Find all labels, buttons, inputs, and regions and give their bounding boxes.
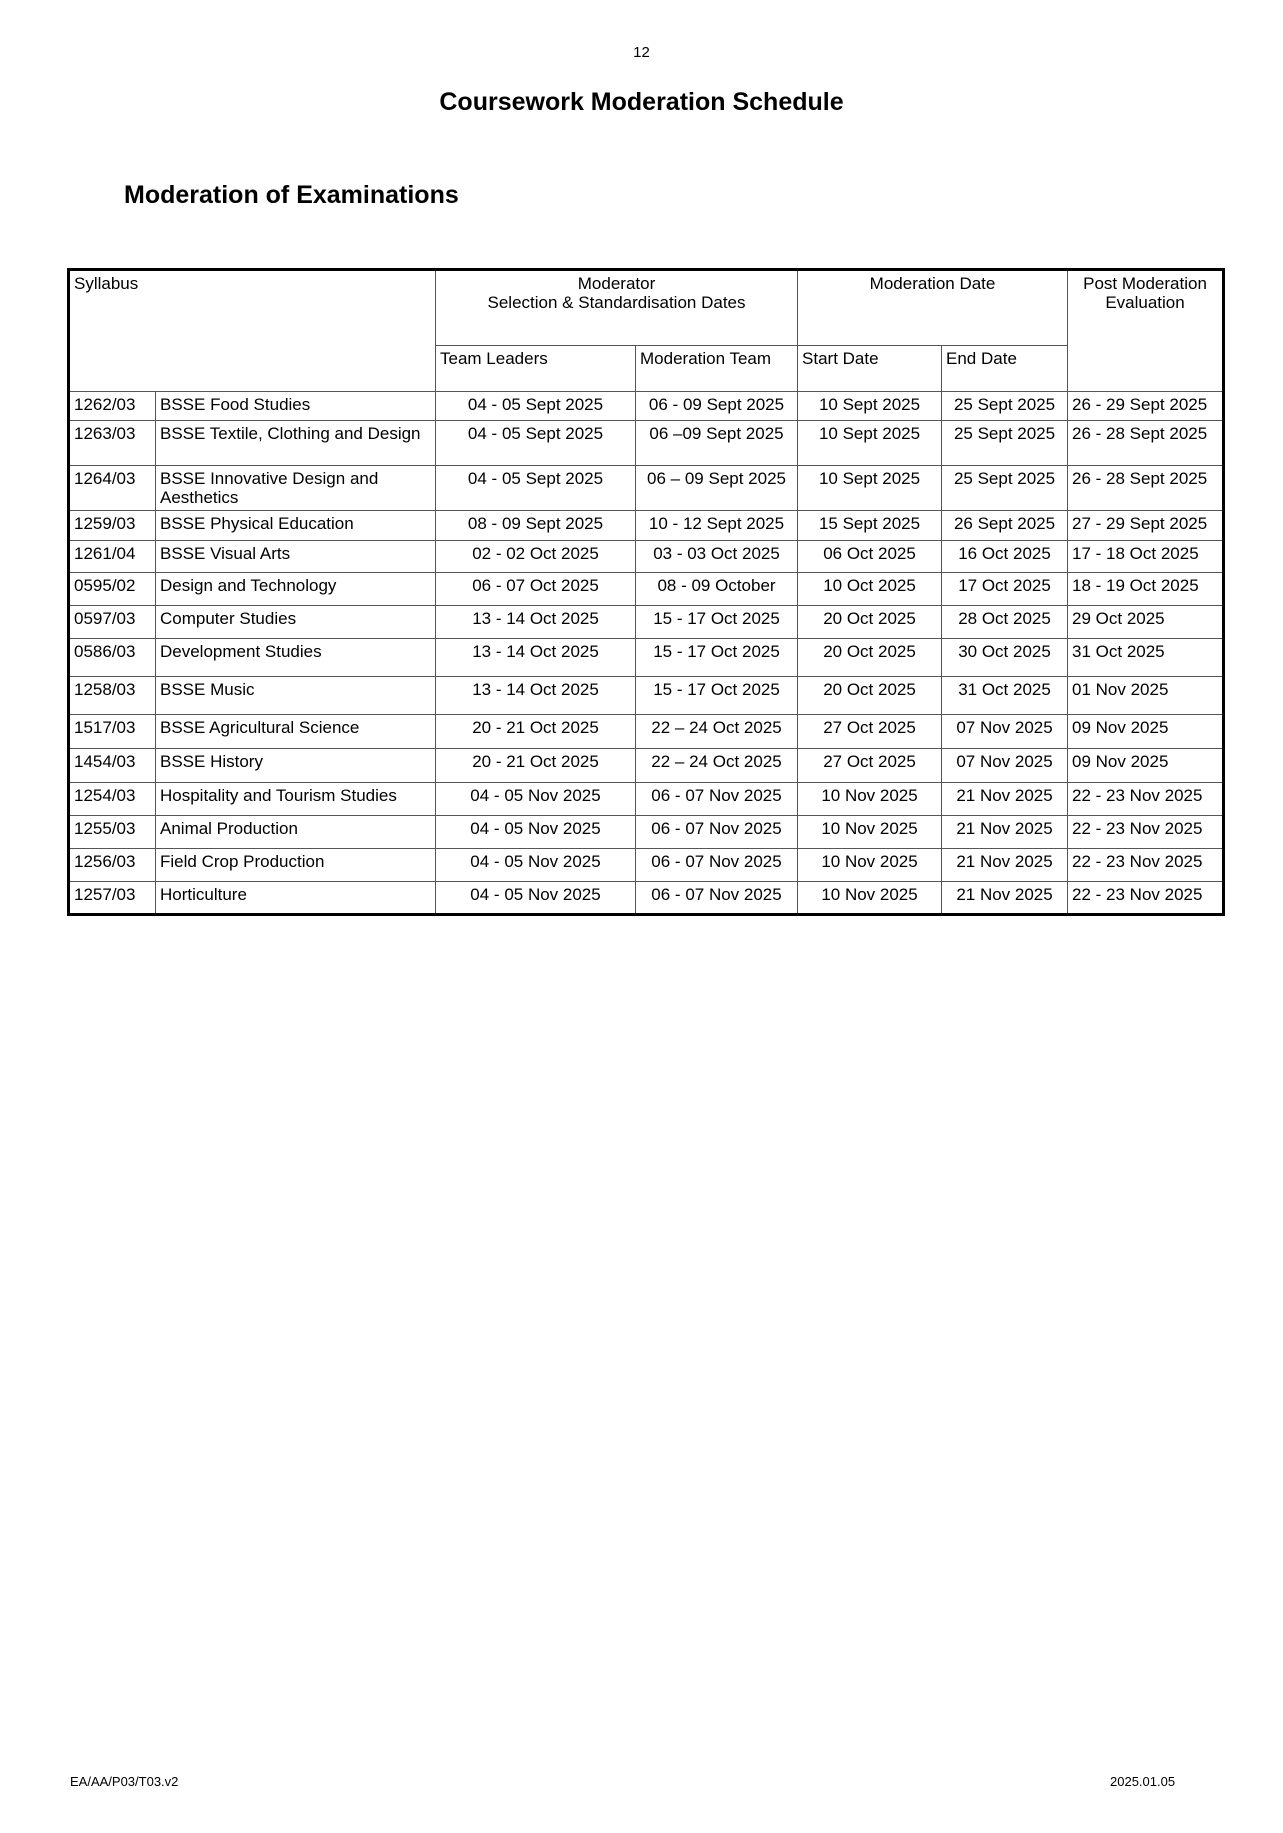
cell-moderation-team: 06 –09 Sept 2025 xyxy=(636,421,798,466)
cell-post-moderation: 18 - 19 Oct 2025 xyxy=(1068,573,1224,606)
cell-post-moderation: 26 - 28 Sept 2025 xyxy=(1068,466,1224,511)
table-row xyxy=(69,677,1224,715)
cell-end-date: 26 Sept 2025 xyxy=(942,511,1068,541)
cell-syllabus-code: 0595/02 xyxy=(69,573,156,606)
header-moderation-date: Moderation Date xyxy=(798,270,1068,346)
cell-start-date: 10 Nov 2025 xyxy=(798,816,942,849)
footer-document-code: EA/AA/P03/T03.v2 xyxy=(70,1774,179,1789)
cell-team-leaders: 13 - 14 Oct 2025 xyxy=(436,639,636,677)
cell-subject: Development Studies xyxy=(156,639,436,677)
table-row xyxy=(69,392,1224,421)
cell-post-moderation: 26 - 28 Sept 2025 xyxy=(1068,421,1224,466)
cell-syllabus-code: 1258/03 xyxy=(69,677,156,715)
cell-moderation-team: 06 - 07 Nov 2025 xyxy=(636,783,798,816)
cell-moderation-team: 03 - 03 Oct 2025 xyxy=(636,541,798,573)
cell-team-leaders: 04 - 05 Sept 2025 xyxy=(436,466,636,511)
cell-syllabus-code: 1264/03 xyxy=(69,466,156,511)
cell-team-leaders: 04 - 05 Nov 2025 xyxy=(436,816,636,849)
cell-post-moderation: 01 Nov 2025 xyxy=(1068,677,1224,715)
table-row xyxy=(69,816,1224,849)
cell-end-date: 21 Nov 2025 xyxy=(942,816,1068,849)
cell-start-date: 06 Oct 2025 xyxy=(798,541,942,573)
cell-end-date: 21 Nov 2025 xyxy=(942,849,1068,882)
cell-start-date: 27 Oct 2025 xyxy=(798,749,942,783)
table-row xyxy=(69,882,1224,915)
cell-syllabus-code: 1517/03 xyxy=(69,715,156,749)
cell-subject: Computer Studies xyxy=(156,606,436,639)
cell-moderation-team: 15 - 17 Oct 2025 xyxy=(636,677,798,715)
cell-moderation-team: 10 - 12 Sept 2025 xyxy=(636,511,798,541)
table-row xyxy=(69,511,1224,541)
cell-start-date: 10 Nov 2025 xyxy=(798,882,942,915)
cell-start-date: 27 Oct 2025 xyxy=(798,715,942,749)
cell-post-moderation: 29 Oct 2025 xyxy=(1068,606,1224,639)
cell-end-date: 25 Sept 2025 xyxy=(942,421,1068,466)
table-row xyxy=(69,715,1224,749)
footer-date: 2025.01.05 xyxy=(1110,1774,1176,1789)
cell-moderation-team: 22 – 24 Oct 2025 xyxy=(636,749,798,783)
cell-post-moderation: 09 Nov 2025 xyxy=(1068,715,1224,749)
cell-end-date: 07 Nov 2025 xyxy=(942,749,1068,783)
cell-start-date: 10 Sept 2025 xyxy=(798,392,942,421)
cell-syllabus-code: 0597/03 xyxy=(69,606,156,639)
header-moderation-team: Moderation Team xyxy=(636,346,798,392)
cell-end-date: 31 Oct 2025 xyxy=(942,677,1068,715)
cell-subject: BSSE Textile, Clothing and Design xyxy=(156,421,436,466)
cell-syllabus-code: 1256/03 xyxy=(69,849,156,882)
cell-syllabus-code: 0586/03 xyxy=(69,639,156,677)
header-post-line1: Post Moderation xyxy=(1083,274,1207,293)
cell-post-moderation: 22 - 23 Nov 2025 xyxy=(1068,849,1224,882)
cell-syllabus-code: 1454/03 xyxy=(69,749,156,783)
page-title: Coursework Moderation Schedule xyxy=(439,88,844,116)
cell-end-date: 21 Nov 2025 xyxy=(942,882,1068,915)
cell-end-date: 25 Sept 2025 xyxy=(942,392,1068,421)
header-moderator-line2: Selection & Standardisation Dates xyxy=(487,293,746,312)
cell-subject: BSSE Visual Arts xyxy=(156,541,436,573)
cell-team-leaders: 08 - 09 Sept 2025 xyxy=(436,511,636,541)
cell-moderation-team: 06 - 07 Nov 2025 xyxy=(636,816,798,849)
cell-subject: Horticulture xyxy=(156,882,436,915)
cell-subject: BSSE Physical Education xyxy=(156,511,436,541)
cell-end-date: 25 Sept 2025 xyxy=(942,466,1068,511)
cell-syllabus-code: 1262/03 xyxy=(69,392,156,421)
cell-moderation-team: 15 - 17 Oct 2025 xyxy=(636,606,798,639)
cell-syllabus-code: 1255/03 xyxy=(69,816,156,849)
cell-end-date: 17 Oct 2025 xyxy=(942,573,1068,606)
table-row xyxy=(69,783,1224,816)
cell-team-leaders: 04 - 05 Nov 2025 xyxy=(436,849,636,882)
cell-team-leaders: 13 - 14 Oct 2025 xyxy=(436,606,636,639)
cell-team-leaders: 06 - 07 Oct 2025 xyxy=(436,573,636,606)
table-row xyxy=(69,749,1224,783)
header-start-date: Start Date xyxy=(798,346,942,392)
table-row xyxy=(69,606,1224,639)
header-end-date: End Date xyxy=(942,346,1068,392)
cell-start-date: 10 Sept 2025 xyxy=(798,466,942,511)
header-post-line2: Evaluation xyxy=(1105,293,1185,312)
cell-post-moderation: 17 - 18 Oct 2025 xyxy=(1068,541,1224,573)
cell-syllabus-code: 1263/03 xyxy=(69,421,156,466)
moderation-schedule-table xyxy=(67,268,1225,916)
cell-post-moderation: 22 - 23 Nov 2025 xyxy=(1068,816,1224,849)
cell-moderation-team: 08 - 09 October xyxy=(636,573,798,606)
cell-subject: Design and Technology xyxy=(156,573,436,606)
table-row xyxy=(69,466,1224,511)
cell-team-leaders: 04 - 05 Nov 2025 xyxy=(436,882,636,915)
cell-start-date: 10 Nov 2025 xyxy=(798,783,942,816)
cell-team-leaders: 04 - 05 Sept 2025 xyxy=(436,421,636,466)
cell-start-date: 15 Sept 2025 xyxy=(798,511,942,541)
cell-moderation-team: 06 - 09 Sept 2025 xyxy=(636,392,798,421)
cell-syllabus-code: 1254/03 xyxy=(69,783,156,816)
cell-post-moderation: 31 Oct 2025 xyxy=(1068,639,1224,677)
cell-syllabus-code: 1257/03 xyxy=(69,882,156,915)
cell-start-date: 10 Nov 2025 xyxy=(798,849,942,882)
header-moderator-line1: Moderator xyxy=(577,274,656,293)
cell-subject: Animal Production xyxy=(156,816,436,849)
cell-team-leaders: 04 - 05 Sept 2025 xyxy=(436,392,636,421)
cell-start-date: 10 Sept 2025 xyxy=(798,421,942,466)
cell-post-moderation: 09 Nov 2025 xyxy=(1068,749,1224,783)
cell-end-date: 21 Nov 2025 xyxy=(942,783,1068,816)
table-row xyxy=(69,639,1224,677)
cell-subject: Hospitality and Tourism Studies xyxy=(156,783,436,816)
cell-start-date: 10 Oct 2025 xyxy=(798,573,942,606)
cell-moderation-team: 06 – 09 Sept 2025 xyxy=(636,466,798,511)
cell-subject: BSSE Food Studies xyxy=(156,392,436,421)
cell-end-date: 30 Oct 2025 xyxy=(942,639,1068,677)
cell-moderation-team: 22 – 24 Oct 2025 xyxy=(636,715,798,749)
cell-subject: BSSE History xyxy=(156,749,436,783)
table-body xyxy=(69,392,1224,915)
cell-start-date: 20 Oct 2025 xyxy=(798,606,942,639)
cell-team-leaders: 20 - 21 Oct 2025 xyxy=(436,715,636,749)
cell-syllabus-code: 1259/03 xyxy=(69,511,156,541)
cell-post-moderation: 26 - 29 Sept 2025 xyxy=(1068,392,1224,421)
table-row xyxy=(69,573,1224,606)
cell-team-leaders: 04 - 05 Nov 2025 xyxy=(436,783,636,816)
cell-syllabus-code: 1261/04 xyxy=(69,541,156,573)
header-syllabus: Syllabus xyxy=(69,270,436,392)
header-moderator-selection xyxy=(436,270,798,346)
cell-post-moderation: 22 - 23 Nov 2025 xyxy=(1068,882,1224,915)
header-post-moderation xyxy=(1068,270,1224,392)
page-number: 12 xyxy=(633,44,650,61)
cell-moderation-team: 06 - 07 Nov 2025 xyxy=(636,882,798,915)
cell-subject: BSSE Innovative Design and Aesthetics xyxy=(156,466,436,511)
cell-team-leaders: 02 - 02 Oct 2025 xyxy=(436,541,636,573)
cell-subject: BSSE Agricultural Science xyxy=(156,715,436,749)
header-team-leaders: Team Leaders xyxy=(436,346,636,392)
cell-moderation-team: 06 - 07 Nov 2025 xyxy=(636,849,798,882)
cell-end-date: 16 Oct 2025 xyxy=(942,541,1068,573)
cell-start-date: 20 Oct 2025 xyxy=(798,639,942,677)
section-title: Moderation of Examinations xyxy=(124,181,459,209)
cell-subject: Field Crop Production xyxy=(156,849,436,882)
cell-end-date: 07 Nov 2025 xyxy=(942,715,1068,749)
table-row xyxy=(69,849,1224,882)
cell-end-date: 28 Oct 2025 xyxy=(942,606,1068,639)
table-row xyxy=(69,541,1224,573)
cell-post-moderation: 22 - 23 Nov 2025 xyxy=(1068,783,1224,816)
cell-moderation-team: 15 - 17 Oct 2025 xyxy=(636,639,798,677)
table-row xyxy=(69,421,1224,466)
cell-start-date: 20 Oct 2025 xyxy=(798,677,942,715)
cell-team-leaders: 20 - 21 Oct 2025 xyxy=(436,749,636,783)
cell-subject: BSSE Music xyxy=(156,677,436,715)
cell-team-leaders: 13 - 14 Oct 2025 xyxy=(436,677,636,715)
cell-post-moderation: 27 - 29 Sept 2025 xyxy=(1068,511,1224,541)
